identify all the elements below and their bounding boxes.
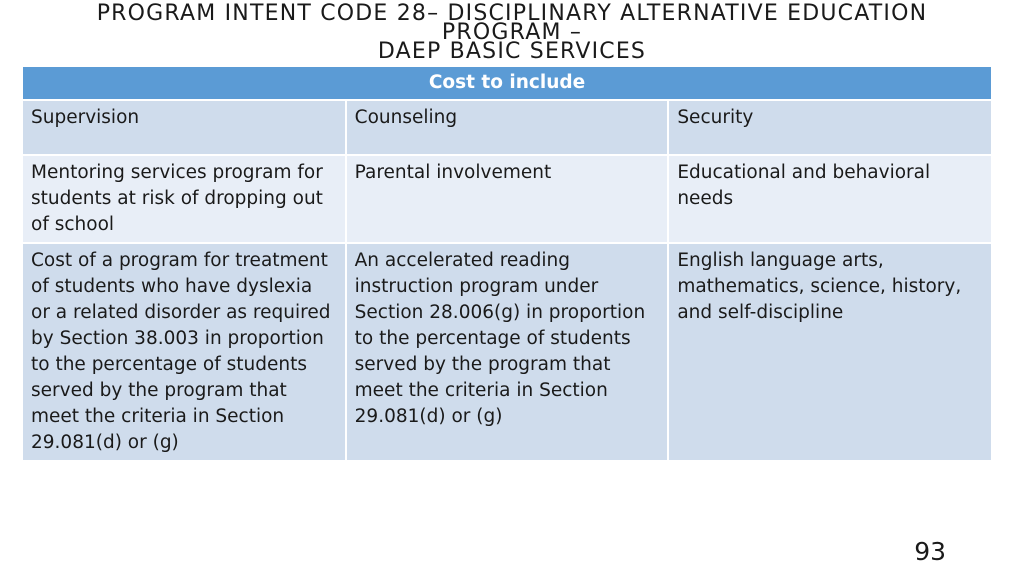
table-cell: Counseling bbox=[346, 100, 669, 155]
table-row bbox=[23, 100, 991, 155]
table-cell: Educational and behavioral needs bbox=[668, 155, 991, 243]
title-line-2: PROGRAM – bbox=[441, 20, 583, 45]
table-header-row bbox=[23, 67, 991, 100]
page-number: 93 bbox=[914, 537, 946, 566]
title-line-3: DAEP BASIC SERVICES bbox=[377, 39, 647, 64]
table-header: Cost to include bbox=[23, 67, 991, 100]
table-cell: English language arts, mathematics, science, history, and self-discipline bbox=[668, 243, 991, 461]
table-cell: Mentoring services program for students at risk of dropping out of school bbox=[23, 155, 346, 243]
title-line-1: PROGRAM INTENT CODE 28– DISCIPLINARY ALTERNATIVE EDUCATION bbox=[96, 1, 928, 26]
table-row bbox=[23, 243, 991, 461]
table-cell: Security bbox=[668, 100, 991, 155]
table-cell: Cost of a program for treatment of students who have dyslexia or a related disorder as required by Section 38.003 in proportion to the percentage of students served by the program that meet the criteria in Section 29.081(d) or (g) bbox=[23, 243, 346, 461]
table-cell: Supervision bbox=[23, 100, 346, 155]
table-row bbox=[23, 155, 991, 243]
table-cell: An accelerated reading instruction program under Section 28.006(g) in proportion to the percentage of students served by the program that meet the criteria in Section 29.081(d) or (g) bbox=[346, 243, 669, 461]
cost-table bbox=[23, 67, 991, 462]
slide-title bbox=[60, 0, 964, 64]
table-cell: Parental involvement bbox=[346, 155, 669, 243]
